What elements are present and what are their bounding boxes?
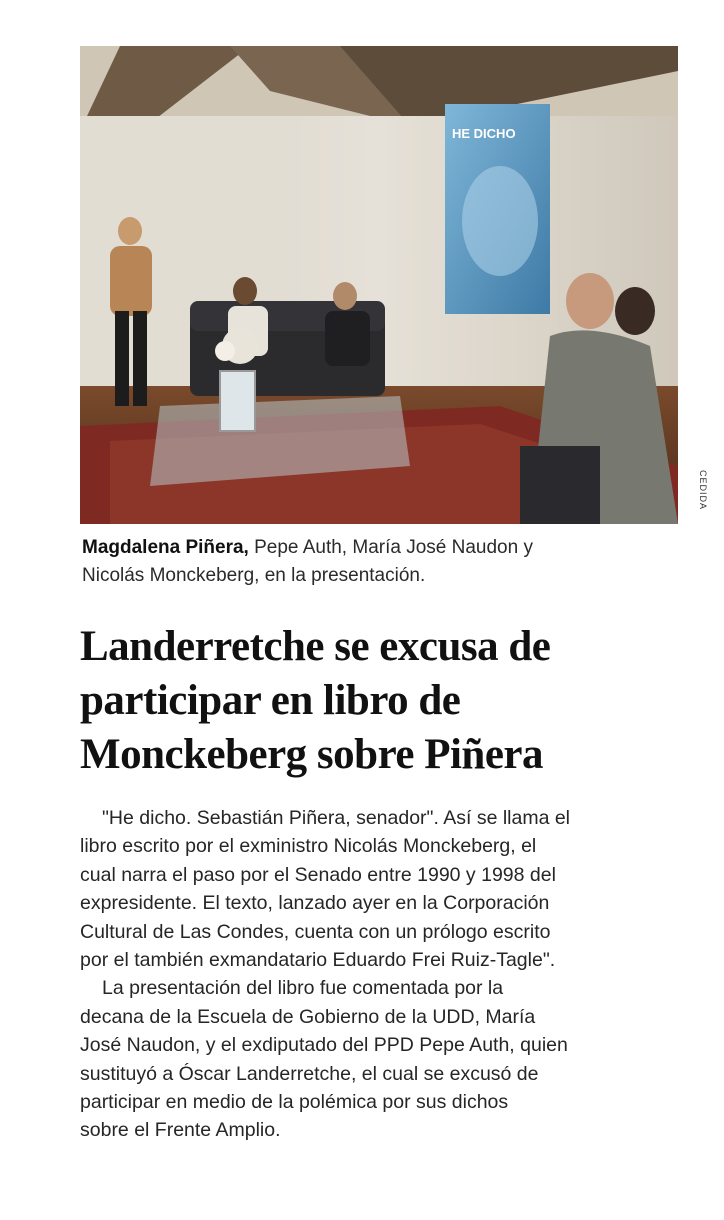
headline-line: Landerretche se excusa de [80, 623, 551, 670]
event-photo [80, 46, 678, 524]
photo-illustration [80, 46, 678, 524]
headline-line: participar en libro de [80, 677, 461, 724]
body-line: La presentación del libro fue comentada por la [102, 977, 504, 1000]
body-line: José Naudon, y el exdiputado del PPD Pepe Auth, quien [80, 1034, 568, 1057]
body-line: participar en medio de la polémica por sus dichos [80, 1091, 509, 1114]
photo-credit: CEDIDA [698, 470, 708, 511]
body-line: sustituyó a Óscar Landerretche, el cual se excusó de [80, 1062, 539, 1085]
body-line: "He dicho. Sebastián Piñera, senador". Así se llama el [102, 807, 571, 829]
body-line: libro escrito por el exministro Nicolás Monckeberg, el [80, 835, 537, 858]
photo-caption [82, 534, 682, 590]
body-line: decana de la Escuela de Gobierno de la UDD, María [80, 1005, 536, 1028]
body-line: sobre el Frente Amplio. [80, 1119, 281, 1142]
book-cover-title: HE DICHO [452, 126, 516, 141]
body-line: expresidente. El texto, lanzado ayer en la Corporación [80, 892, 550, 915]
headline-line: Monckeberg sobre Piñera [80, 731, 544, 778]
body-line: por el también exmandatario Eduardo Frei Ruiz-Tagle". [80, 949, 556, 972]
caption-lead: Magdalena Piñera, [82, 537, 249, 558]
caption-line-2: Nicolás Monckeberg, en la presentación. [82, 565, 426, 586]
body-line: Cultural de Las Condes, cuenta con un prólogo escrito [80, 920, 551, 943]
body-line: cual narra el paso por el Senado entre 1990 y 1998 del [80, 863, 556, 886]
article-headline [80, 620, 680, 782]
article-body [80, 804, 680, 1145]
caption-rest: Pepe Auth, María José Naudon y [248, 537, 533, 558]
